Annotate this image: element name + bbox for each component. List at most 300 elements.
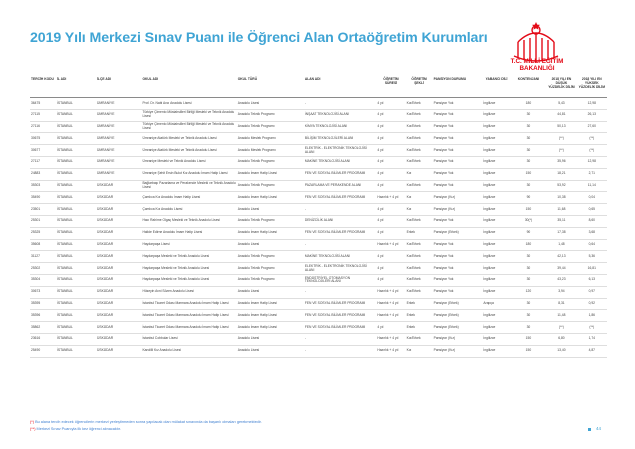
- table-cell: 6,13: [577, 274, 607, 286]
- table-cell: 30677: [30, 145, 56, 157]
- table-cell: İngilizce: [482, 310, 510, 322]
- table-cell: Pansiyon Yok: [433, 109, 483, 121]
- table-cell: 36475: [30, 98, 56, 110]
- table-cell: 11,68: [546, 204, 576, 216]
- table-cell: İSTANBUL: [56, 156, 96, 168]
- table-cell: Pansiyon (Erkek): [433, 310, 483, 322]
- table-cell: Anadolu Lisesi: [237, 345, 304, 357]
- table-cell: 35,11: [546, 215, 576, 227]
- table-body: [30, 98, 607, 358]
- table-cell: FEN VE SOSYAL BİLİMLER PROGRAMI: [304, 310, 377, 322]
- table-cell: Anadolu İmam Hatip Lisesi: [237, 227, 304, 239]
- table-cell: İSTANBUL: [56, 345, 96, 357]
- table-cell: Çamlıca Kız Anadolu İmam Hatip Lisesi: [141, 192, 236, 204]
- table-cell: 1,48: [546, 239, 576, 251]
- table-cell: 39,44: [546, 263, 576, 275]
- column-header: OKUL TÜRÜ: [237, 77, 304, 98]
- table-cell: Kız/Erkek: [406, 274, 433, 286]
- table-cell: ENDÜSTRİYEL OTOMASYON TEKNOLOJİLERİ ALANI: [304, 274, 377, 286]
- table-cell: Kız/Erkek: [406, 286, 433, 298]
- table-cell: (**): [577, 133, 607, 145]
- table-cell: Anadolu Teknik Programı: [237, 180, 304, 192]
- table-row: [30, 227, 607, 239]
- table-cell: İngilizce: [482, 274, 510, 286]
- table-cell: Kız: [406, 345, 433, 357]
- table-cell: 4 yıl: [376, 251, 405, 263]
- column-header: 2018 YILI EN YÜKSEK YÜZDELİK DİLİM: [577, 77, 607, 98]
- table-cell: Kız: [406, 168, 433, 180]
- table-cell: İSTANBUL: [56, 263, 96, 275]
- table-cell: ÜSKÜDAR: [96, 239, 141, 251]
- table-cell: Pansiyon Yok: [433, 215, 483, 227]
- table-cell: ÜMRANİYE: [96, 168, 141, 180]
- table-cell: 35396: [30, 310, 56, 322]
- table-cell: İngilizce: [482, 156, 510, 168]
- table-cell: 4 yıl: [376, 109, 405, 121]
- table-cell: (**): [546, 145, 576, 157]
- column-header: ÖĞRETİM SÜRESİ: [376, 77, 405, 98]
- table-row: [30, 98, 607, 110]
- table-cell: Kız/Erkek: [406, 156, 433, 168]
- table-cell: İngilizce: [482, 286, 510, 298]
- table-row: [30, 109, 607, 121]
- table-cell: Erkek: [406, 322, 433, 334]
- table-cell: Pansiyon (Erkek): [433, 322, 483, 334]
- table-cell: Hacı Rahime Olgaç Mesleki ve Teknik Anadolu Lisesi: [141, 215, 236, 227]
- table-cell: 5,43: [546, 98, 576, 110]
- footnote-text: Merkezi Sınav Puanıyla ilk kez öğrenci alınacaktır.: [36, 427, 121, 431]
- table-cell: İngilizce: [482, 345, 510, 357]
- table-cell: 0,97: [577, 286, 607, 298]
- table-cell: -: [304, 345, 377, 357]
- table-cell: Haydarpaşa Lisesi: [141, 239, 236, 251]
- table-cell: (**): [577, 322, 607, 334]
- table-cell: İngilizce: [482, 251, 510, 263]
- table-cell: İngilizce: [482, 180, 510, 192]
- table-cell: 35304: [30, 274, 56, 286]
- table-cell: İSTANBUL: [56, 286, 96, 298]
- table-cell: Pansiyon Yok: [433, 180, 483, 192]
- column-header: KONTENJANI: [511, 77, 547, 98]
- table-cell: İngilizce: [482, 204, 510, 216]
- table-cell: 180: [511, 239, 547, 251]
- table-cell: 27,60: [577, 121, 607, 133]
- table-cell: Hazırlık + 4 yıl: [376, 333, 405, 345]
- table-cell: FEN VE SOSYAL BİLİMLER PROGRAMI: [304, 192, 377, 204]
- table-cell: 18,21: [546, 168, 576, 180]
- table-cell: 25302: [30, 263, 56, 275]
- table-cell: İngilizce: [482, 322, 510, 334]
- table-cell: 4 yıl: [376, 215, 405, 227]
- table-cell: 27117: [30, 156, 56, 168]
- table-cell: 8,31: [546, 298, 576, 310]
- table-cell: Anadolu Lisesi: [237, 98, 304, 110]
- table-cell: Hazırlık + 4 yıl: [376, 298, 405, 310]
- table-cell: 31127: [30, 251, 56, 263]
- table-cell: İSTANBUL: [56, 168, 96, 180]
- table-cell: ÜSKÜDAR: [96, 215, 141, 227]
- table-cell: Kız/Erkek: [406, 145, 433, 157]
- table-row: [30, 168, 607, 180]
- table-cell: 27116: [30, 121, 56, 133]
- table-cell: FEN VE SOSYAL BİLİMLER PROGRAMI: [304, 168, 377, 180]
- logo-line-2: BAKANLIĞI: [519, 65, 555, 73]
- logo-text: [493, 58, 581, 73]
- table-cell: 150: [511, 333, 547, 345]
- table-cell: 42,13: [546, 251, 576, 263]
- table-cell: Anadolu Lisesi: [237, 239, 304, 251]
- table-cell: Pansiyon Yok: [433, 98, 483, 110]
- table-cell: 4 yıl: [376, 180, 405, 192]
- table-cell: ÜSKÜDAR: [96, 298, 141, 310]
- table-cell: 4,87: [577, 345, 607, 357]
- table-cell: İngilizce: [482, 239, 510, 251]
- table-cell: (**): [546, 133, 576, 145]
- table-cell: 30673: [30, 286, 56, 298]
- table-cell: Pansiyon Yok: [433, 121, 483, 133]
- table-cell: ÜMRANİYE: [96, 133, 141, 145]
- table-cell: 24883: [30, 168, 56, 180]
- table-cell: 5,36: [577, 251, 607, 263]
- table-cell: 4 yıl: [376, 145, 405, 157]
- table-cell: Erkek: [406, 298, 433, 310]
- table-row: [30, 133, 607, 145]
- table-cell: 30: [511, 109, 547, 121]
- table-cell: ÜMRANİYE: [96, 121, 141, 133]
- table-cell: 120: [511, 286, 547, 298]
- table-row: [30, 298, 607, 310]
- table-cell: (**): [546, 322, 576, 334]
- table-cell: ÜSKÜDAR: [96, 180, 141, 192]
- table-cell: İSTANBUL: [56, 192, 96, 204]
- table-cell: 35,96: [546, 156, 576, 168]
- footnote-2: [30, 427, 121, 431]
- table-cell: 2,71: [577, 168, 607, 180]
- table-cell: Anadolu Teknik Programı: [237, 121, 304, 133]
- table-cell: Türkiye Çimento Müstahsilleri Birliği Mesleki ve Teknik Anadolu Lisesi: [141, 121, 236, 133]
- table-cell: İngilizce: [482, 333, 510, 345]
- column-header: 2018 YILI EN DÜŞÜK YÜZDELİK DİLİM: [546, 77, 576, 98]
- table-cell: ÜSKÜDAR: [96, 333, 141, 345]
- table-cell: Ümraniye Mesleki ve Teknik Anadolu Lisesi: [141, 156, 236, 168]
- table-cell: İstanbul Ticaret Odası Marmara Anadolu İmam Hatip Lisesi: [141, 322, 236, 334]
- table-cell: -: [304, 239, 377, 251]
- table-cell: 4 yıl: [376, 204, 405, 216]
- table-cell: İngilizce: [482, 145, 510, 157]
- table-cell: 23501: [30, 204, 56, 216]
- table-cell: ÜSKÜDAR: [96, 286, 141, 298]
- table-cell: 0,65: [577, 204, 607, 216]
- footnote-mark: (**): [30, 427, 36, 431]
- table-cell: ÜSKÜDAR: [96, 251, 141, 263]
- table-cell: Türkiye Çimento Müstahsilleri Birliği Mesleki ve Teknik Anadolu Lisesi: [141, 109, 236, 121]
- table-cell: 90: [511, 227, 547, 239]
- table-cell: 0,92: [577, 298, 607, 310]
- table-header-row: [30, 77, 607, 98]
- table-cell: Kız/Erkek: [406, 333, 433, 345]
- table-cell: ÜSKÜDAR: [96, 310, 141, 322]
- table-cell: 30: [511, 251, 547, 263]
- table-row: [30, 121, 607, 133]
- table-cell: 25325: [30, 227, 56, 239]
- table-cell: ÜMRANİYE: [96, 109, 141, 121]
- table-cell: 16,81: [577, 263, 607, 275]
- table-cell: 35490: [30, 192, 56, 204]
- table-cell: Erkek: [406, 227, 433, 239]
- table-cell: 35608: [30, 239, 56, 251]
- table-cell: Hazırlık + 4 yıl: [376, 310, 405, 322]
- table-cell: 30: [511, 310, 547, 322]
- table-cell: Kandilli Kız Anadolu Lisesi: [141, 345, 236, 357]
- table-cell: Ümraniye Şehit Ersin Bulut Kız Anadolu İmam Hatip Lisesi: [141, 168, 236, 180]
- table-cell: 30: [511, 298, 547, 310]
- table-cell: İSTANBUL: [56, 239, 96, 251]
- table-cell: İSTANBUL: [56, 310, 96, 322]
- table-cell: 12,98: [577, 98, 607, 110]
- table-cell: ÜSKÜDAR: [96, 345, 141, 357]
- table-row: [30, 274, 607, 286]
- table-cell: 25301: [30, 215, 56, 227]
- table-cell: 4 yıl: [376, 274, 405, 286]
- table-row: [30, 345, 607, 357]
- column-header: İLÇE ADI: [96, 77, 141, 98]
- table-cell: Pansiyon (Kız): [433, 192, 483, 204]
- table-row: [30, 180, 607, 192]
- table-cell: DENİZCİLİK ALANI: [304, 215, 377, 227]
- table-cell: Ümraniye Atatürk Mesleki ve Teknik Anadolu Lisesi: [141, 145, 236, 157]
- table-cell: Kız: [406, 192, 433, 204]
- table-row: [30, 239, 607, 251]
- table-cell: -: [304, 286, 377, 298]
- table-cell: Hazırlık + 4 yıl: [376, 345, 405, 357]
- table-cell: Prof. Dr. Nabi Avcı Anadolu Lisesi: [141, 98, 236, 110]
- table-cell: 30: [511, 180, 547, 192]
- table-cell: Anadolu İmam Hatip Lisesi: [237, 310, 304, 322]
- table-cell: 150: [511, 168, 547, 180]
- table-cell: PAZARLAMA VE PERAKENDE ALANI: [304, 180, 377, 192]
- table-cell: İngilizce: [482, 215, 510, 227]
- table-cell: Kız/Erkek: [406, 251, 433, 263]
- table-cell: İSTANBUL: [56, 322, 96, 334]
- page-marker-icon: [588, 428, 591, 431]
- table-cell: İSTANBUL: [56, 274, 96, 286]
- table-cell: Haydarpaşa Mesleki ve Teknik Anadolu Lisesi: [141, 274, 236, 286]
- table-cell: 4 yıl: [376, 227, 405, 239]
- table-cell: Pansiyon (Kız): [433, 204, 483, 216]
- table-cell: İSTANBUL: [56, 204, 96, 216]
- table-cell: İngilizce: [482, 227, 510, 239]
- table-cell: Anadolu Teknik Programı: [237, 263, 304, 275]
- table-cell: -: [304, 204, 377, 216]
- table-cell: 53,92: [546, 180, 576, 192]
- table-cell: Pansiyon Yok: [433, 251, 483, 263]
- table-cell: ÜMRANİYE: [96, 98, 141, 110]
- table-cell: 3,94: [546, 286, 576, 298]
- footnote-1: [30, 420, 262, 424]
- table-cell: 10,38: [546, 192, 576, 204]
- table-cell: KİMYA TEKNOLOJİSİ ALANI: [304, 121, 377, 133]
- table-cell: 44,81: [546, 109, 576, 121]
- table-cell: İngilizce: [482, 168, 510, 180]
- table-cell: Anadolu Lisesi: [237, 286, 304, 298]
- table-cell: 30675: [30, 133, 56, 145]
- table-cell: Kız/Erkek: [406, 121, 433, 133]
- table-cell: 6,80: [546, 333, 576, 345]
- table-row: [30, 145, 607, 157]
- table-row: [30, 192, 607, 204]
- table-cell: ELEKTRİK - ELEKTRONİK TEKNOLOJİSİ ALANI: [304, 263, 377, 275]
- table-cell: 11,14: [577, 180, 607, 192]
- table-cell: Anadolu Meslek Programı: [237, 133, 304, 145]
- table-cell: İSTANBUL: [56, 215, 96, 227]
- table-cell: İSTANBUL: [56, 133, 96, 145]
- table-cell: İSTANBUL: [56, 145, 96, 157]
- table-cell: Kız/Erkek: [406, 133, 433, 145]
- table-cell: İstanbul Ticaret Odası Marmara Anadolu İmam Hatip Lisesi: [141, 298, 236, 310]
- table-row: [30, 251, 607, 263]
- column-header: İL ADI: [56, 77, 96, 98]
- table-cell: (**): [577, 145, 607, 157]
- table-cell: İngilizce: [482, 133, 510, 145]
- table-cell: Ümraniye Atatürk Mesleki ve Teknik Anadolu Lisesi: [141, 133, 236, 145]
- table-cell: FEN VE SOSYAL BİLİMLER PROGRAMI: [304, 322, 377, 334]
- table-cell: -: [304, 98, 377, 110]
- table-cell: Hazırlık + 4 yıl: [376, 286, 405, 298]
- table-cell: Anadolu İmam Hatip Lisesi: [237, 322, 304, 334]
- table-cell: 150: [511, 204, 547, 216]
- table-cell: Pansiyon Yok: [433, 263, 483, 275]
- table-cell: Kız/Erkek: [406, 215, 433, 227]
- table-cell: Pansiyon Yok: [433, 286, 483, 298]
- column-header: ALAN ADI: [304, 77, 377, 98]
- table-cell: 4 yıl: [376, 121, 405, 133]
- table-cell: İngilizce: [482, 121, 510, 133]
- table-cell: Hazırlık + 4 yıl: [376, 192, 405, 204]
- table-cell: 180: [511, 98, 547, 110]
- table-cell: 0,64: [577, 239, 607, 251]
- table-cell: 4 yıl: [376, 98, 405, 110]
- table-cell: İngilizce: [482, 192, 510, 204]
- table-cell: Pansiyon Yok: [433, 156, 483, 168]
- table-row: [30, 333, 607, 345]
- table-cell: 30: [511, 322, 547, 334]
- table-cell: 3,68: [577, 227, 607, 239]
- table-cell: İSTANBUL: [56, 121, 96, 133]
- table-cell: İSTANBUL: [56, 251, 96, 263]
- table-cell: 11,48: [546, 310, 576, 322]
- table-cell: Pansiyon (Kız): [433, 333, 483, 345]
- table-cell: Anadolu İmam Hatip Lisesi: [237, 298, 304, 310]
- table-row: [30, 204, 607, 216]
- table-cell: Pansiyon Yok: [433, 145, 483, 157]
- table-cell: Anadolu Lisesi: [237, 204, 304, 216]
- table-cell: 30: [511, 133, 547, 145]
- table-cell: Anadolu Teknik Programı: [237, 109, 304, 121]
- logo-line-1: T.C. MİLLİ EĞİTİM: [510, 58, 564, 65]
- schools-table: [30, 77, 607, 358]
- table-row: [30, 322, 607, 334]
- table-cell: 43,23: [546, 274, 576, 286]
- table-cell: ÜSKÜDAR: [96, 204, 141, 216]
- table-cell: İSTANBUL: [56, 227, 96, 239]
- table-cell: 26,13: [577, 109, 607, 121]
- table-row: [30, 156, 607, 168]
- table-cell: 30(*): [511, 215, 547, 227]
- table-cell: ÜSKÜDAR: [96, 322, 141, 334]
- table-cell: Anadolu Lisesi: [237, 333, 304, 345]
- table-cell: BİLİŞİM TEKNOLOJİLERİ ALANI: [304, 133, 377, 145]
- table-row: [30, 215, 607, 227]
- table-cell: Anadolu İmam Hatip Lisesi: [237, 192, 304, 204]
- table-cell: Kız: [406, 204, 433, 216]
- page-title: 2019 Yılı Merkezi Sınav Puanı ile Öğrenci Alan Ortaöğretim Kurumları: [30, 30, 488, 46]
- footnote-mark: (*): [30, 420, 35, 424]
- table-cell: 4 yıl: [376, 156, 405, 168]
- table-cell: ÜSKÜDAR: [96, 227, 141, 239]
- table-cell: 12,98: [577, 156, 607, 168]
- table-cell: İSTANBUL: [56, 180, 96, 192]
- table-cell: İSTANBUL: [56, 333, 96, 345]
- table-cell: Anadolu Teknik Programı: [237, 274, 304, 286]
- table-cell: MAKİNE TEKNOLOJİSİ ALANI: [304, 156, 377, 168]
- table-cell: ÜMRANİYE: [96, 156, 141, 168]
- table-cell: Anadolu Teknik Programı: [237, 156, 304, 168]
- table-cell: 23616: [30, 333, 56, 345]
- table-cell: 1,74: [577, 333, 607, 345]
- table-cell: 4 yıl: [376, 263, 405, 275]
- table-cell: İngilizce: [482, 263, 510, 275]
- table-cell: İNŞAAT TEKNOLOJİSİ ALANI: [304, 109, 377, 121]
- table-cell: ÜMRANİYE: [96, 145, 141, 157]
- table-cell: 150: [511, 345, 547, 357]
- table-cell: Pansiyon Yok: [433, 168, 483, 180]
- table-cell: Hazırlık + 4 yıl: [376, 239, 405, 251]
- table-cell: 35303: [30, 180, 56, 192]
- table-cell: Kız/Erkek: [406, 109, 433, 121]
- table-cell: İSTANBUL: [56, 298, 96, 310]
- table-cell: Arapça: [482, 298, 510, 310]
- table-cell: Hüseyin Avni Sözen Anadolu Lisesi: [141, 286, 236, 298]
- table-cell: Kız/Erkek: [406, 98, 433, 110]
- column-header: ÖĞRETİM ŞEKLİ: [406, 77, 433, 98]
- page-number: 44: [596, 426, 602, 431]
- table-cell: 8,60: [577, 215, 607, 227]
- table-cell: İstanbul Ticaret Odası Marmara Anadolu İmam Hatip Lisesi: [141, 310, 236, 322]
- table-cell: 4 yıl: [376, 168, 405, 180]
- table-cell: 30: [511, 274, 547, 286]
- table-cell: 13,40: [546, 345, 576, 357]
- table-cell: 30: [511, 263, 547, 275]
- table-cell: Anadolu Teknik Programı: [237, 215, 304, 227]
- table-cell: ELEKTRİK - ELEKTRONİK TEKNOLOJİSİ ALANI: [304, 145, 377, 157]
- table-cell: İngilizce: [482, 109, 510, 121]
- table-cell: Kız/Erkek: [406, 263, 433, 275]
- table-cell: Anadolu Meslek Programı: [237, 145, 304, 157]
- table-cell: 0,04: [577, 192, 607, 204]
- table-cell: Haydarpaşa Mesleki ve Teknik Anadolu Lisesi: [141, 263, 236, 275]
- table-cell: FEN VE SOSYAL BİLİMLER PROGRAMI: [304, 298, 377, 310]
- table-row: [30, 286, 607, 298]
- table-cell: Anadolu İmam Hatip Lisesi: [237, 168, 304, 180]
- table-cell: 35395: [30, 298, 56, 310]
- table-cell: Pansiyon (Kız): [433, 345, 483, 357]
- table-cell: Çamlıca Kız Anadolu Lisesi: [141, 204, 236, 216]
- table-cell: Pansiyon Yok: [433, 274, 483, 286]
- column-header: OKUL ADI: [141, 77, 236, 98]
- table-cell: ÜSKÜDAR: [96, 192, 141, 204]
- table-cell: 17,38: [546, 227, 576, 239]
- footnote-text: Bu alana tercih edecek öğrencilerin merkezi yerleştirmeden sonra yapılacak olan mülakat sınavında da başarılı olmaları gerekmektedir.: [35, 420, 262, 424]
